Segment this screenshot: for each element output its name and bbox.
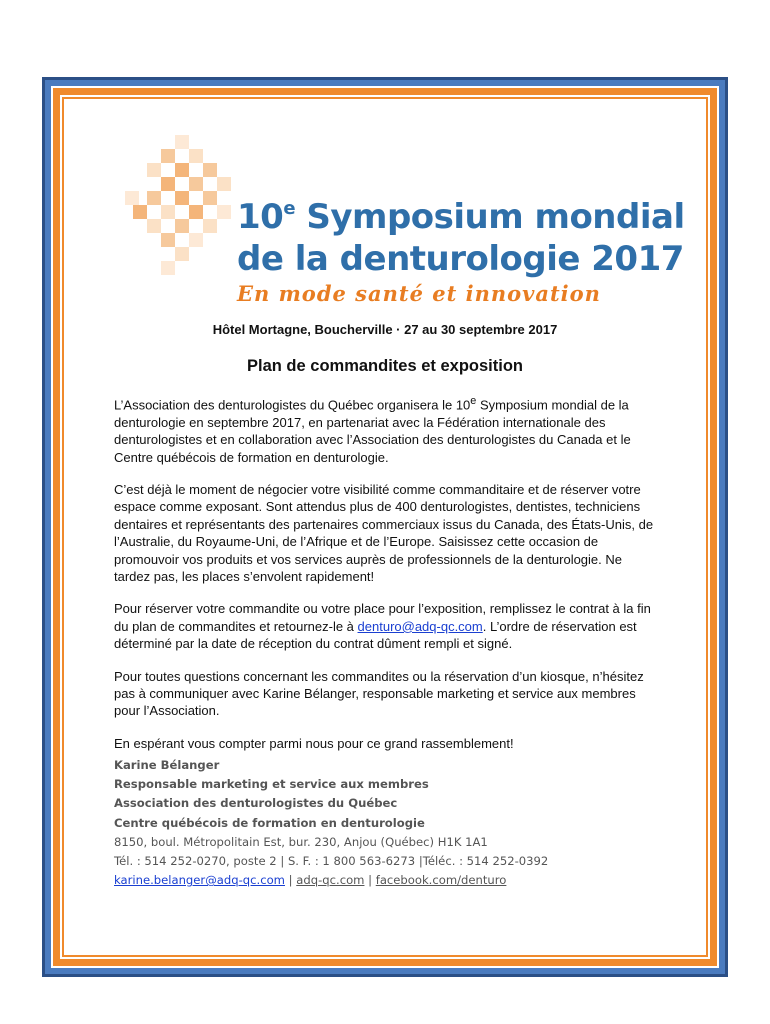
paragraph-visibility: C’est déjà le moment de négocier votre visibilité comme commanditaire et de réserver votre espace comme exposant. Sont attendus plus de 400 denturologistes, dentistes, techniciens dentaires et représentants des partenaires commerciaux issus du Canada, des États-Unis, de l’Australie, du Royaume-Uni, de l’Afrique et de l’Europe. Saisissez cette occasion de promouvoir vos produits et vos services auprès de professionnels de la denturologie. Ne tardez pas, les places s’envolent rapidement! [114, 481, 654, 584]
venue-dates: Hôtel Mortagne, Boucherville · 27 au 30 septembre 2017 [212, 322, 558, 337]
signature-name: Karine Bélanger [114, 758, 220, 772]
logo-title-line1: 10e Symposium mondial [237, 197, 685, 237]
signature-role: Responsable marketing et service aux membres [114, 777, 429, 792]
signature-address: 8150, boul. Métropolitain Est, bur. 230, Anjou (Québec) H1K 1A1 [114, 834, 488, 849]
signature-block [114, 756, 674, 890]
signature-org-association: Association des denturologistes du Québec [114, 796, 398, 811]
facebook-link[interactable]: facebook.com/denturo [375, 873, 507, 888]
checker-pattern-icon [125, 135, 237, 315]
logo-tagline: En mode santé et innovation [237, 281, 601, 306]
paragraph-intro: L’Association des denturologistes du Québec organisera le 10e Symposium mondial de la denturologie en septembre 2017, en partenariat avec la Fédération internationale des denturologistes et en collaboration avec l’Association des denturologistes du Canada et le Centre québécois de formation en denturologie. [114, 395, 631, 465]
symposium-logo [125, 135, 685, 315]
paragraph-contact: Pour toutes questions concernant les commandites ou la réservation d’un kiosque, n’hésitez pas à communiquer avec Karine Bélanger, responsable marketing et service aux membres pour l’Association. [114, 668, 644, 719]
paragraph-closing: En espérant vous compter parmi nous pour ce grand rassemblement! [114, 735, 514, 751]
signature-links: karine.belanger@adq-qc.com | adq-qc.com | facebook.com/denturo [114, 873, 507, 888]
signature-email-link[interactable]: karine.belanger@adq-qc.com [114, 873, 285, 888]
denturo-email-link[interactable]: denturo@adq-qc.com [357, 618, 483, 634]
body-text [114, 393, 659, 767]
signature-phones: Tél. : 514 252-0270, poste 2 | S. F. : 1 800 563-6273 |Téléc. : 514 252-0392 [114, 854, 549, 869]
page-title: Plan de commandites et exposition [247, 357, 523, 375]
signature-org-centre: Centre québécois de formation en denturologie [114, 815, 425, 830]
logo-title-line2: de la denturologie 2017 [237, 239, 684, 279]
website-link[interactable]: adq-qc.com [296, 873, 365, 888]
paragraph-reservation: Pour réserver votre commandite ou votre place pour l’exposition, remplissez le contrat à la fin du plan de commandites et retournez-le à denturo@adq-qc.com. L’ordre de réservation est déterminé par la date de réception du contrat dûment rempli et signé. [114, 601, 651, 652]
